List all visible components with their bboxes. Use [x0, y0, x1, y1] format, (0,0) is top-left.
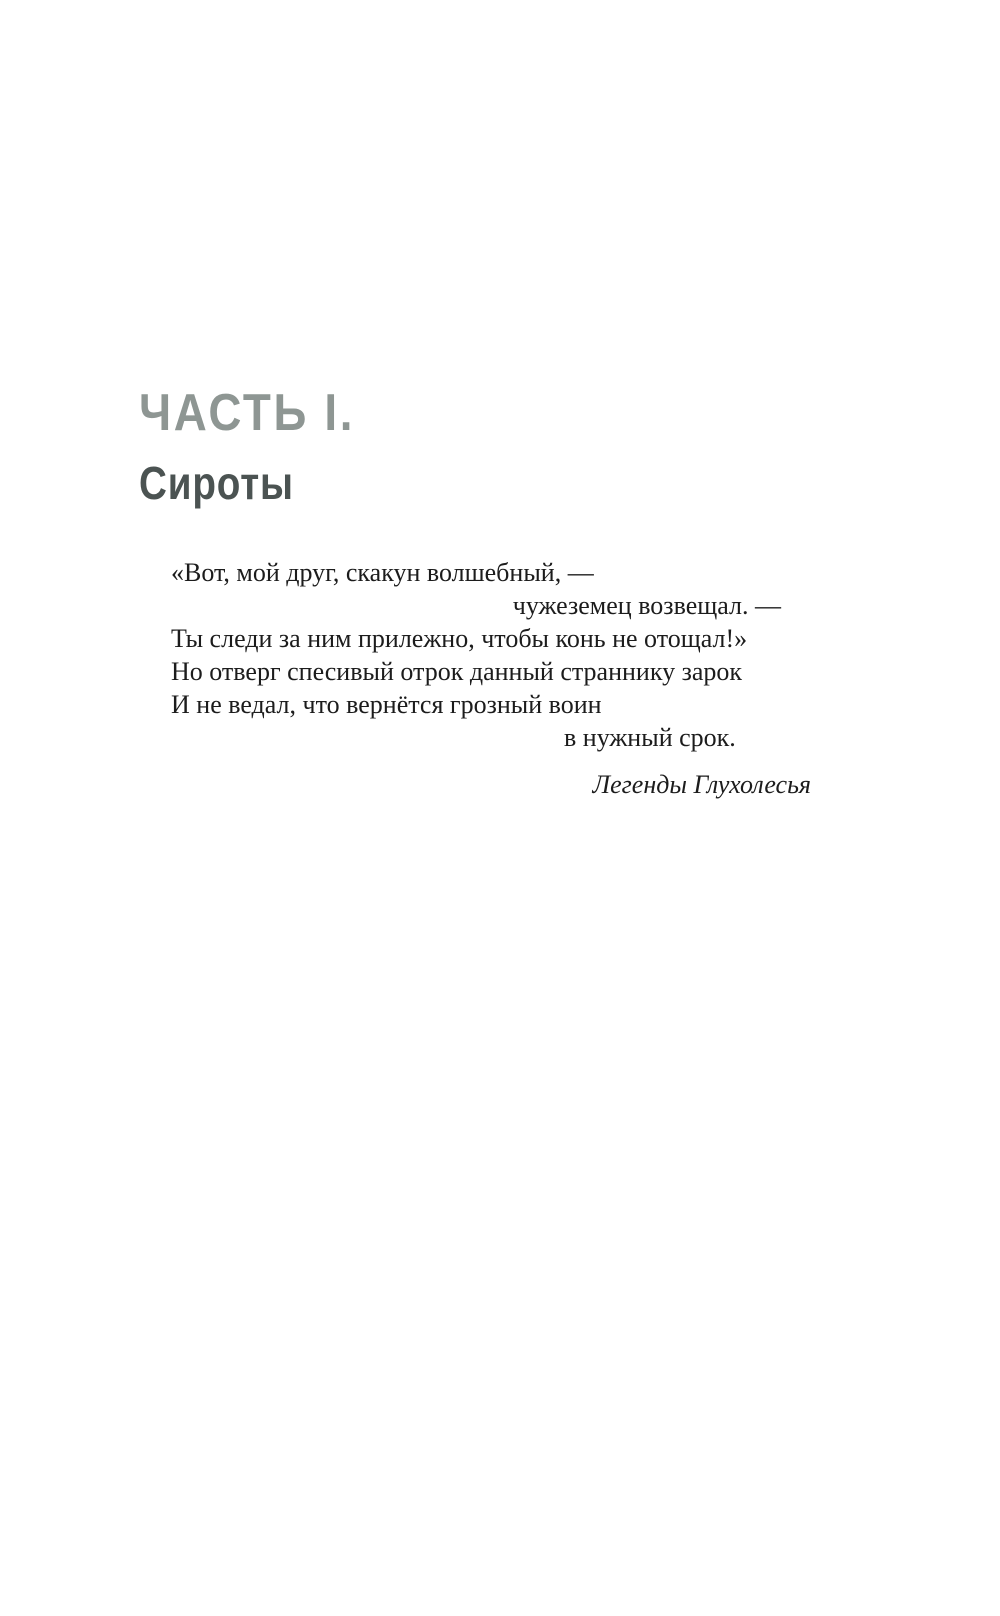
epigraph-source: Легенды Глухолесья [592, 770, 811, 799]
epigraph-line: чужеземец возвещал. — [512, 591, 781, 620]
part-heading: ЧАСТЬ I. [139, 384, 356, 442]
part-title: Сироты [139, 457, 294, 509]
epigraph [171, 556, 811, 801]
epigraph-line: И не ведал, что вернётся грозный воин [171, 690, 602, 719]
epigraph-line: Но отверг спесивый отрок данный страннику зарок [171, 657, 743, 686]
epigraph-line: Ты следи за ним прилежно, чтобы конь не отощал!» [171, 624, 748, 653]
epigraph-line: «Вот, мой друг, скакун волшебный, — [171, 558, 594, 587]
epigraph-line: в нужный срок. [564, 723, 736, 752]
